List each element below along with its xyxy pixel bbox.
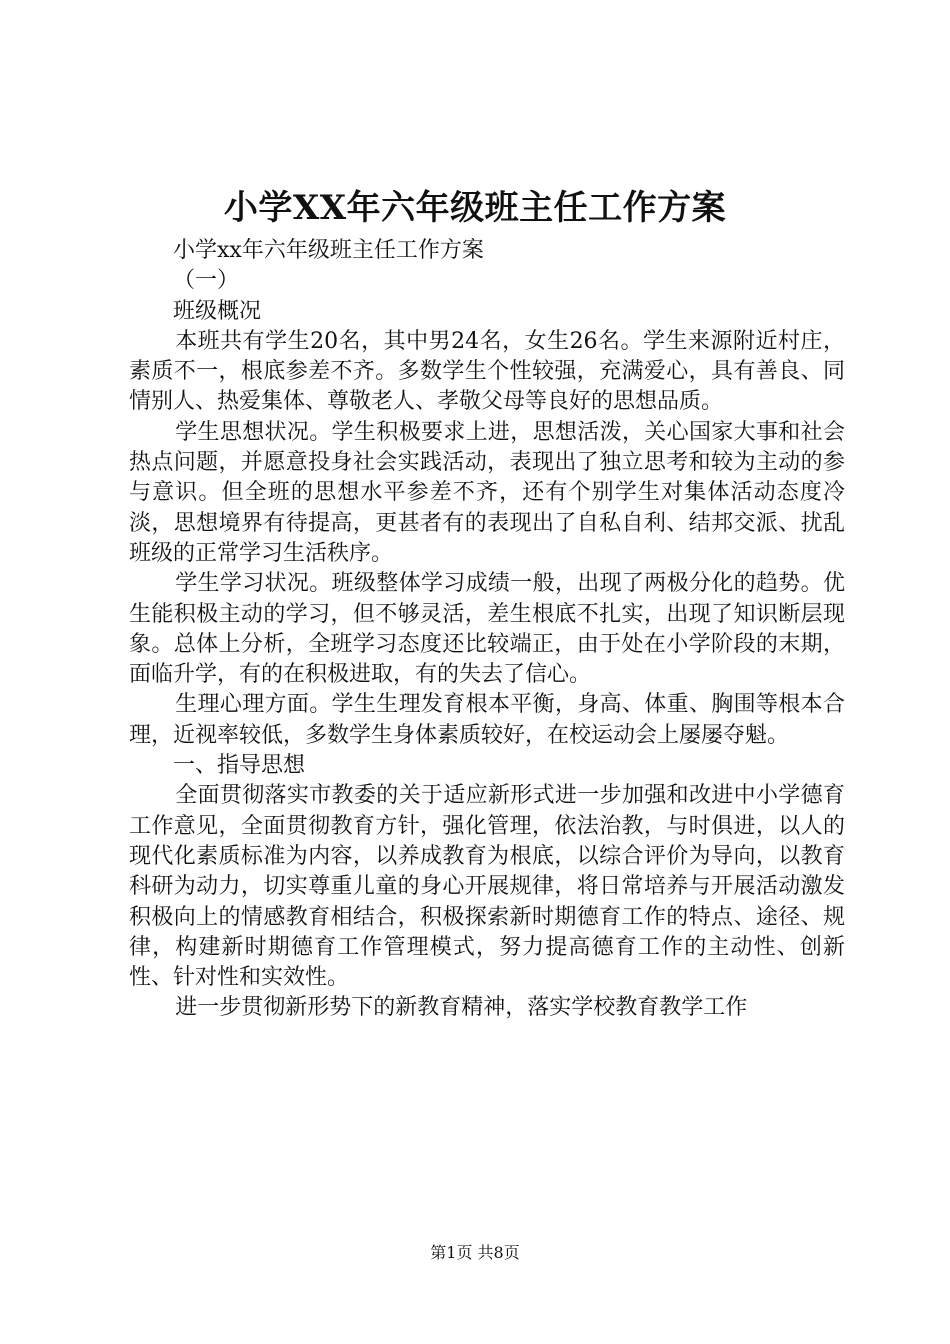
paragraph-class-overview: 本班共有学生20名，其中男24名，女生26名。学生来源附近村庄，素质不一，根底参差不齐。多数学生个性较强，充满爱心，具有善良、同情别人、热爱集体、尊敬老人、孝敬父母等良好的思想品质。 [129, 328, 845, 415]
page-footer: 第1页 共8页 [430, 1243, 520, 1262]
paragraph-continuation: 进一步贯彻新形势下的新教育精神，落实学校教育教学工作 [175, 995, 748, 1021]
section-heading-guiding-ideology: 一、指导思想 [173, 753, 306, 779]
paragraph-student-thinking: 学生思想状况。学生积极要求上进，思想活泼，关心国家大事和社会热点问题，并愿意投身社会实践活动，表现出了独立思考和较为主动的参与意识。但全班的思想水平参差不齐，还有个别学生对集体活动态度冷淡，思想境界有待提高，更甚者有的表现出了自私自利、结邦交派、扰乱班级的正常学习生活秩序。 [129, 419, 845, 566]
section-number: （一） [173, 268, 240, 294]
paragraph-guiding-ideology: 全面贯彻落实市教委的关于适应新形式进一步加强和改进中小学德育工作意见，全面贯彻教育方针，强化管理，依法治教，与时俱进，以人的现代化素质标准为内容，以养成教育为根底，以综合评价为导向，以教育科研为动力，切实尊重儿童的身心开展规律，将日常培养与开展活动激发积极向上的情感教育相结合，积极探索新时期德育工作的特点、途径、规律，构建新时期德育工作管理模式，努力提高德育工作的主动性、创新性、针对性和实效性。 [129, 783, 845, 991]
subtitle-paragraph: 小学xx年六年级班主任工作方案 [173, 238, 484, 263]
document-title: 小学XX年六年级班主任工作方案 [223, 188, 727, 228]
document-body [129, 236, 845, 1024]
section-heading-class-overview: 班级概况 [173, 298, 262, 324]
paragraph-physiology-psychology: 生理心理方面。学生生理发育根本平衡，身高、体重、胸围等根本合理，近视率较低，多数学生身体素质较好，在校运动会上屡屡夺魁。 [129, 692, 845, 748]
paragraph-student-study: 学生学习状况。班级整体学习成绩一般，出现了两极分化的趋势。优生能积极主动的学习，但不够灵活，差生根底不扎实，出现了知识断层现象。总体上分析，全班学习态度还比较端正，由于处在小学阶段的末期，面临升学，有的在积极进取，有的失去了信心。 [129, 571, 845, 688]
